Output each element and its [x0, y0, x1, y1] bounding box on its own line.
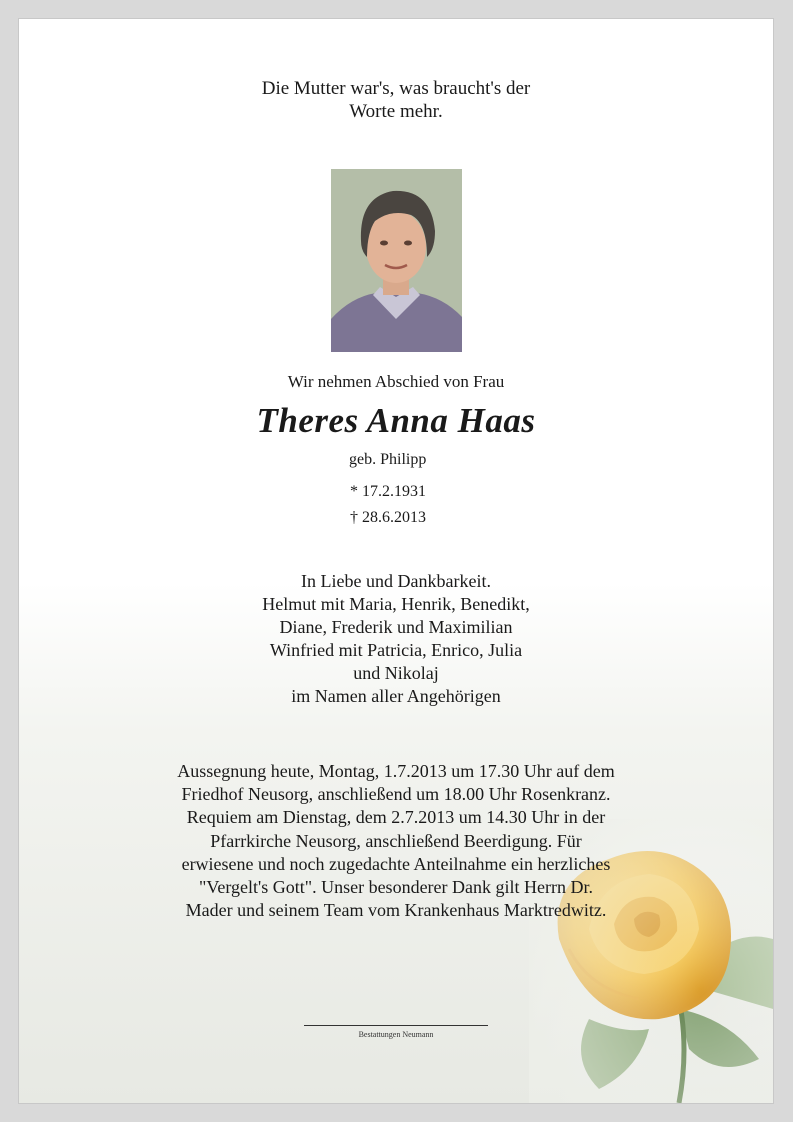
undertaker-name: Bestattungen Neumann: [358, 1030, 434, 1039]
notice-line: erwiesene und noch zugedachte Anteilnahme ein herzliches: [181, 853, 611, 874]
notice-line: Aussegnung heute, Montag, 1.7.2013 um 17.30 Uhr auf dem: [177, 761, 615, 781]
family-line: Helmut mit Maria, Henrik, Benedikt,: [262, 594, 530, 614]
motto-line: Die Mutter war's, was braucht's der: [261, 78, 531, 99]
notice-line: Friedhof Neusorg, anschließend um 18.00 Uhr Rosenkranz.: [181, 784, 611, 805]
family-line: im Namen aller Angehörigen: [291, 686, 501, 706]
birth-name: geb. Philipp: [349, 451, 427, 468]
portrait-photo: [331, 169, 462, 352]
family-line: und Nikolaj: [353, 663, 439, 683]
notice-line: Pfarrkirche Neusorg, anschließend Beerdigung. Für: [210, 830, 582, 851]
farewell-intro: Wir nehmen Abschied von Frau: [287, 372, 505, 391]
notice-line: Mader und seinem Team vom Krankenhaus Marktredwitz.: [185, 900, 607, 921]
obituary-card: [18, 18, 774, 1104]
family-signature: [19, 570, 773, 708]
service-notice: [19, 760, 773, 922]
family-line: Diane, Frederik und Maximilian: [279, 617, 513, 637]
motto-quote: [19, 77, 773, 123]
family-line: Winfried mit Patricia, Enrico, Julia: [269, 640, 523, 660]
death-date: † 28.6.2013: [350, 509, 426, 526]
motto-line: Worte mehr.: [349, 101, 443, 122]
notice-line: Requiem am Dienstag, dem 2.7.2013 um 14.30 Uhr in der: [186, 807, 606, 828]
signature-divider: [304, 1025, 488, 1026]
birth-date: * 17.2.1931: [350, 483, 426, 500]
family-line: In Liebe und Dankbarkeit.: [301, 571, 491, 591]
deceased-name: Theres Anna Haas: [256, 401, 536, 440]
notice-line: "Vergelt's Gott". Unser besonderer Dank gilt Herrn Dr.: [198, 877, 593, 898]
